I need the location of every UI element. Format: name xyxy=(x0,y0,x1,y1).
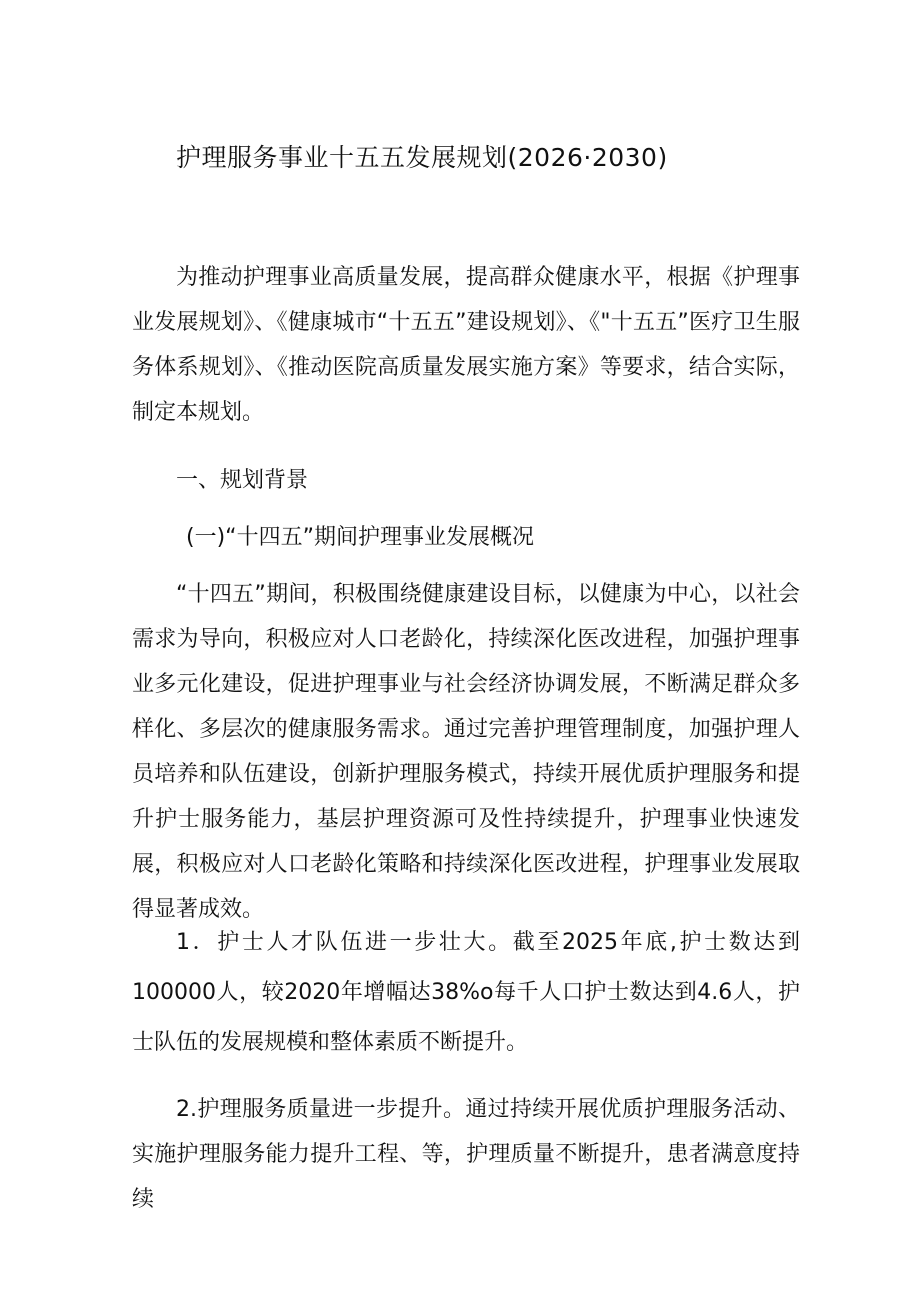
subsection-heading: (一)“十四五”期间护理事业发展概况 xyxy=(186,525,534,550)
point-1-paragraph: 1．护士人才队伍进一步壮大。截至2025年底,护士数达到100000人，较2020年增幅达38%o每千人口护士数达到4.6人，护士队伍的发展规模和整体素质不断提升。 xyxy=(132,930,800,1055)
intro-paragraph: 为推动护理事业高质量发展，提高群众健康水平，根据《护理事业发展规划》、《健康城市“十五五”建设规划》、《"十五五”医疗卫生服务体系规划》、《推动医院高质量发展实施方案》等要求，结合实际，制定本规划。 xyxy=(132,265,800,425)
section-heading: 一、规划背景 xyxy=(176,468,309,493)
document-title: 护理服务事业十五五发展规划(2026·2030) xyxy=(176,143,668,172)
point-2-paragraph: 2.护理服务质量进一步提升。通过持续开展优质护理服务活动、实施护理服务能力提升工程、等，护理质量不断提升，患者满意度持续 xyxy=(132,1097,800,1212)
overview-paragraph: “十四五”期间，积极围绕健康建设目标，以健康为中心，以社会需求为导向，积极应对人口老龄化，持续深化医改进程，加强护理事业多元化建设，促进护理事业与社会经济协调发展，不断满足群众多样化、多层次的健康服务需求。通过完善护理管理制度，加强护理人员培养和队伍建设，创新护理服务模式，持续开展优质护理服务和提升护士服务能力，基层护理资源可及性持续提升，护理事业快速发展，积极应对人口老龄化策略和持续深化医改进程，护理事业发展取得显著成效。 xyxy=(132,582,800,922)
